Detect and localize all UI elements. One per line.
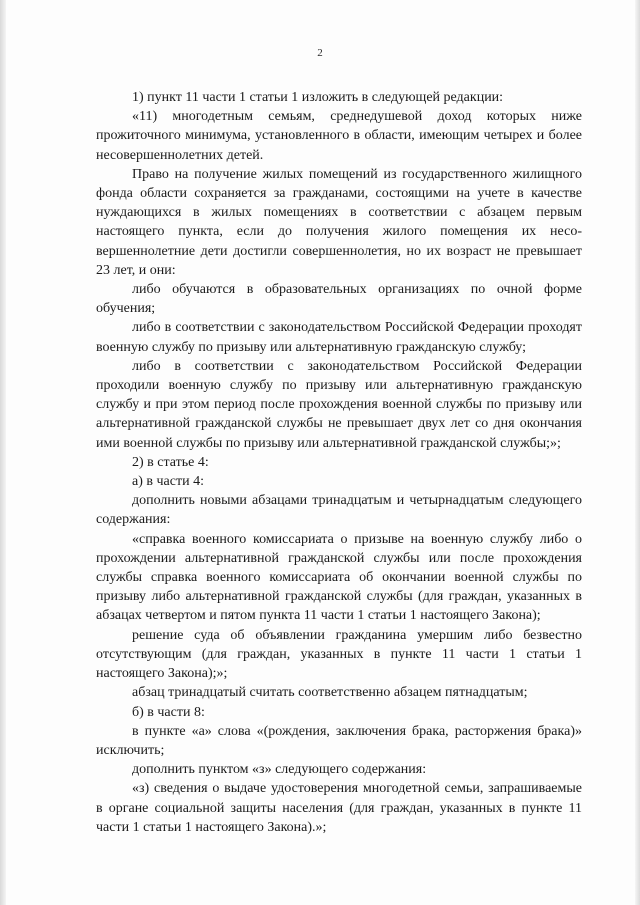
paragraph-article-4: 2) в статье 4: (132, 454, 209, 470)
paragraph-education: либо обучаются в образовательных организациях по очной форме обучения; (96, 282, 582, 317)
page-number: 2 (317, 47, 323, 59)
paragraph-item-z: «з) сведения о выдаче удостоверения многодетной семьи, запрашиваемые в органе социальной защиты населения (для граждан, указанных в пункте 11 части 1 статьи 1 настоящего Закона).»; (96, 781, 582, 835)
paragraph-add-abzats: дополнить новыми абзацами тринадцатым и четырнадцатым следующего содержания: (96, 493, 582, 528)
paragraph-item-11: «11) многодетным семьям, среднедушевой доход которых ниже прожиточного минимума, установленного в области, имеющим четырех и более несовершеннолетних детей. (96, 109, 582, 163)
scan-edge-right (635, 0, 640, 905)
scan-edge-left (0, 0, 6, 905)
paragraph-add-item-z: дополнить пунктом «з» следующего содержания: (132, 762, 427, 778)
paragraph-military-past: либо в соответствии с законодательством Российской Федерации проходили военную службу по призыву или альтернативную гражданскую службу и при этом период после прохождения военной службы по призыву или альтернативной гражданской службы не превышает двух лет со дня окончания ими военной службы по призыву или альтернативной гражданской службы;»; (96, 358, 582, 451)
paragraph-part-4: а) в части 4: (132, 474, 204, 490)
document-body (96, 88, 582, 837)
paragraph-court-decision: решение суда об объявлении гражданина умершим либо безвестно отсутствующим (для граждан, указанных в пункте 11 части 1 статьи 1 настоящего Закона);»; (96, 627, 582, 682)
paragraph-military-current: либо в соответствии с законодательством Российской Федерации проходят военную службу по призыву или альтернативную гражданскую службу; (96, 320, 582, 355)
paragraph-housing-right: Право на получение жилых помещений из государственного жилищного фонда области сохраняется за гражданами, состоящими на учете в качестве нуждающихся в жилых помещениях в соответствии с абзацем первым настоящего пункта, если до получения жилого помещения их несовершеннолетние дети достигли совершеннолетия, но их возраст не превышает 23 лет, и они: (96, 166, 582, 278)
paragraph-renumber: абзац тринадцатый считать соответственно абзацем пятнадцатым; (132, 685, 528, 701)
paragraph-military-certificate: «справка военного комиссариата о призыве на военную службу либо о прохождении альтернативной гражданской службы или после прохождения службы справка военного комиссариата об окончании военной службы по призыву либо альтернативной гражданской службы (для граждан, указанных в абзацах четвертом и пятом пункта 11 части 1 статьи 1 настоящего Закона); (96, 531, 582, 624)
paragraph-item-a: в пункте «а» слова «(рождения, заключения брака, расторжения брака)» исключить; (96, 723, 582, 758)
paragraph-amendment-1: 1) пункт 11 части 1 статьи 1 изложить в следующей редакции: (132, 90, 504, 105)
paragraph-part-8: б) в части 8: (132, 704, 205, 720)
